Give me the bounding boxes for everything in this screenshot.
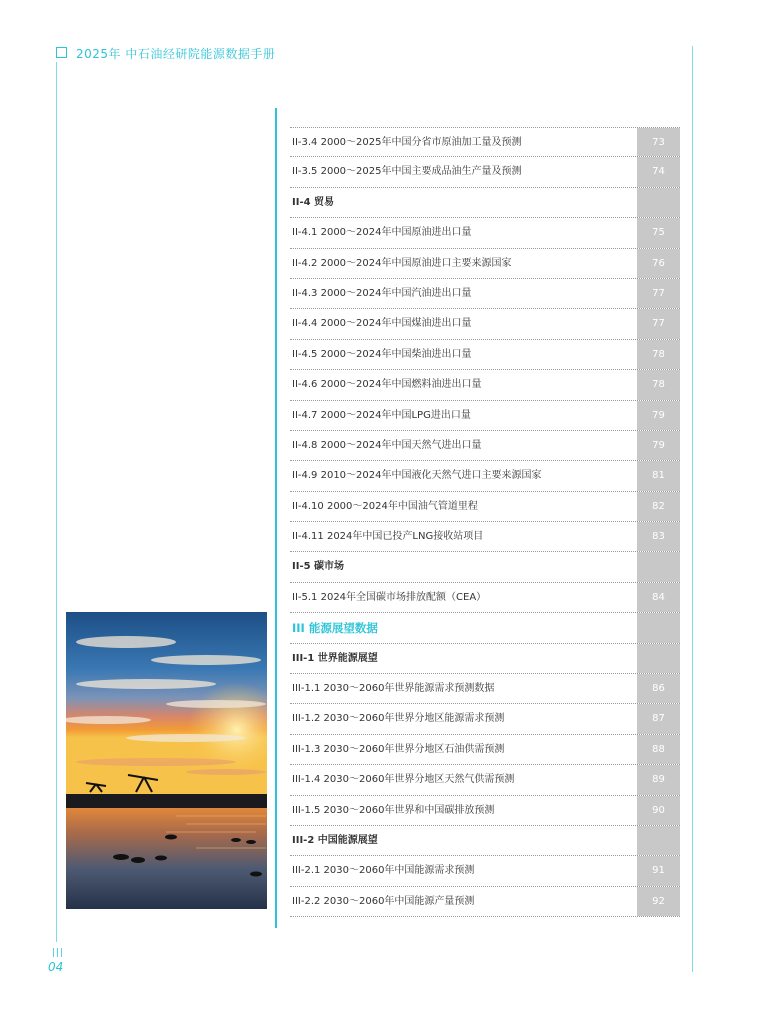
toc-entry[interactable]: [290, 340, 680, 370]
toc-page-number: 91: [637, 856, 680, 885]
toc-page-number: 78: [637, 370, 680, 399]
toc-entry-label: II-4.10 2000～2024年中国油气管道里程: [292, 500, 478, 512]
toc-entry[interactable]: [290, 765, 680, 795]
toc-entry[interactable]: [290, 370, 680, 400]
toc-entry[interactable]: [290, 309, 680, 339]
toc-entry[interactable]: [290, 492, 680, 522]
toc-entry[interactable]: [290, 431, 680, 461]
toc-entry-label: III-1.1 2030～2060年世界能源需求预测数据: [292, 683, 495, 695]
toc-page-number: [637, 552, 680, 581]
toc-entry[interactable]: [290, 735, 680, 765]
toc-entry-label: II-4.7 2000～2024年中国LPG进出口量: [292, 409, 471, 421]
toc-page-number: 77: [637, 279, 680, 308]
toc-entry[interactable]: [290, 218, 680, 248]
toc-page-number: 79: [637, 401, 680, 430]
toc-entry-label: II-4.11 2024年中国已投产LNG接收站项目: [292, 531, 484, 543]
toc-part-heading: [290, 613, 680, 643]
toc-page-number: 86: [637, 674, 680, 703]
toc-page-number: 74: [637, 157, 680, 186]
toc-entry-label: II-4.3 2000～2024年中国汽油进出口量: [292, 287, 472, 299]
header-mark-icon: [56, 47, 67, 58]
toc-entry[interactable]: [290, 583, 680, 613]
toc-entry[interactable]: [290, 249, 680, 279]
toc-page-number: [637, 613, 680, 642]
toc-entry-label: II-4.1 2000～2024年中国原油进出口量: [292, 227, 472, 239]
page-number: 04: [48, 960, 64, 974]
toc-entry[interactable]: [290, 796, 680, 826]
toc-page-number: [637, 826, 680, 855]
toc-entry-label: III-2.1 2030～2060年中国能源需求预测: [292, 865, 475, 877]
toc-entry-label: III-1.4 2030～2060年世界分地区天然气供需预测: [292, 774, 515, 786]
toc-page-number: 90: [637, 796, 680, 825]
toc-entry-label: II-4 贸易: [292, 196, 335, 208]
toc-section-heading: [290, 188, 680, 218]
running-header-title: 2025年 中石油经研院能源数据手册: [76, 47, 276, 61]
toc-entry[interactable]: [290, 127, 680, 157]
toc-page-number: 78: [637, 340, 680, 369]
toc-entry[interactable]: [290, 674, 680, 704]
toc-entry-label: III-2 中国能源展望: [292, 834, 378, 846]
toc-page-number: 77: [637, 309, 680, 338]
toc-page-number: 73: [637, 128, 680, 156]
toc-page-number: [637, 644, 680, 673]
toc-page-number: 79: [637, 431, 680, 460]
toc-entry[interactable]: [290, 887, 680, 917]
photo-illustration: [66, 612, 267, 909]
toc-entry-label: III-1.5 2030～2060年世界和中国碳排放预测: [292, 804, 495, 816]
toc-entry[interactable]: [290, 704, 680, 734]
toc-entry-label: III-2.2 2030～2060年中国能源产量预测: [292, 895, 475, 907]
toc-page-number: 84: [637, 583, 680, 612]
toc-entry[interactable]: [290, 522, 680, 552]
toc-entry-label: III 能源展望数据: [292, 621, 378, 636]
toc-entry-label: II-3.5 2000～2025年中国主要成品油生产量及预测: [292, 166, 522, 178]
toc-entry[interactable]: [290, 461, 680, 491]
toc-page-number: [637, 188, 680, 217]
toc-entry-label: II-5 碳市场: [292, 561, 345, 573]
toc-page-number: 89: [637, 765, 680, 794]
toc-entry-label: III-1.3 2030～2060年世界分地区石油供需预测: [292, 743, 505, 755]
toc-entry-label: II-4.6 2000～2024年中国燃料油进出口量: [292, 379, 482, 391]
toc-entry-label: III-1 世界能源展望: [292, 652, 378, 664]
toc-page-number: 75: [637, 218, 680, 247]
toc-entry-label: II-5.1 2024年全国碳市场排放配额（CEA）: [292, 591, 487, 603]
toc-entry[interactable]: [290, 856, 680, 886]
footer-marks: |||: [52, 948, 65, 958]
toc-page-number: 83: [637, 522, 680, 551]
toc-page-number: 81: [637, 461, 680, 490]
toc-entry-label: II-4.9 2010～2024年中国液化天然气进口主要来源国家: [292, 470, 542, 482]
table-of-contents: [290, 127, 680, 917]
toc-page-number: 82: [637, 492, 680, 521]
toc-entry-label: II-4.5 2000～2024年中国柴油进出口量: [292, 348, 472, 360]
toc-entry-label: III-1.2 2030～2060年世界分地区能源需求预测: [292, 713, 505, 725]
toc-entry[interactable]: [290, 157, 680, 187]
left-rule: [56, 62, 57, 942]
toc-entry[interactable]: [290, 279, 680, 309]
toc-section-heading: [290, 644, 680, 674]
toc-section-heading: [290, 552, 680, 582]
toc-page-number: 88: [637, 735, 680, 764]
toc-entry-label: II-4.2 2000～2024年中国原油进口主要来源国家: [292, 257, 512, 269]
toc-section-heading: [290, 826, 680, 856]
toc-entry[interactable]: [290, 401, 680, 431]
oilfield-sunset-photo: [66, 612, 267, 909]
toc-entry-label: II-4.4 2000～2024年中国煤油进出口量: [292, 318, 472, 330]
toc-entry-label: II-3.4 2000～2025年中国分省市原油加工量及预测: [292, 137, 522, 148]
toc-page-number: 92: [637, 887, 680, 916]
toc-accent-rule: [275, 108, 277, 928]
right-rule: [692, 46, 693, 972]
toc-page-number: 87: [637, 704, 680, 733]
toc-entry-label: II-4.8 2000～2024年中国天然气进出口量: [292, 439, 482, 451]
toc-page-number: 76: [637, 249, 680, 278]
